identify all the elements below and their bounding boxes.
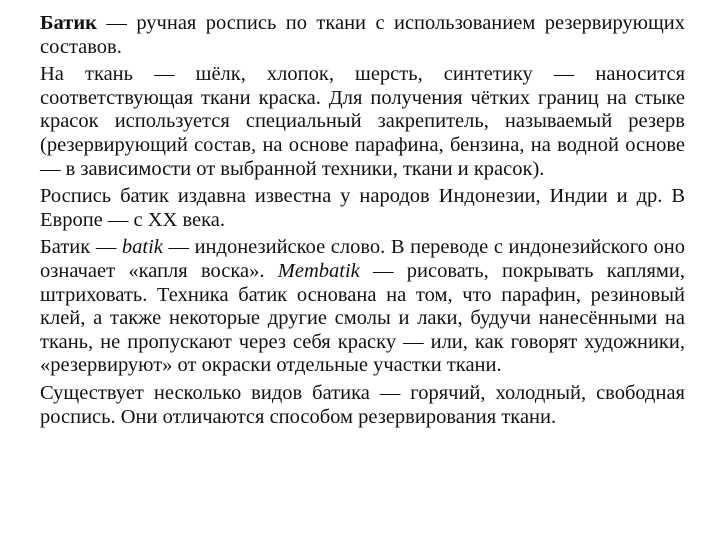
paragraph-technique	[40, 63, 685, 181]
etymology-end: — рисовать, покрывать каплями, штриховать. Техника батик основана на том, что парафин, резиновый клей, а также некоторые другие смолы и лаки, будучи нанесёнными на ткань, не пропускают через себя краску — или, как говорят художники, «резервируют» от окраски отдельные участки ткани.	[40, 259, 685, 377]
history-text: Роспись батик издавна известна у народов Индонезии, Индии и др. В Европе — с XX века.	[40, 185, 685, 231]
word-batik-italic: batik	[121, 236, 163, 259]
technique-text: На ткань — шёлк, хлопок, шерсть, синтетику — наносится соответствующая ткани краска. Для получения чётких границ на стыке красок используется специальный закрепитель, называемый резерв (резервирующий состав, на основе парафина, бензина, на водной основе — в зависимости от выбранной техники, ткани и красок).	[40, 63, 685, 180]
types-text: Существует несколько видов батика — горячий, холодный, свободная роспись. Они отличаются способом резервирования ткани.	[40, 381, 685, 428]
article-text	[40, 12, 685, 429]
etymology-start: Батик —	[40, 236, 122, 259]
paragraph-definition	[40, 12, 685, 59]
paragraph-etymology	[40, 236, 685, 378]
definition-text: — ручная роспись по ткани с использованием резервирующих составов.	[40, 12, 685, 58]
term-batik: Батик	[40, 12, 97, 34]
paragraph-types	[40, 382, 685, 429]
etymology-middle: — индонезийское слово. В переводе с индонезийского оно означает «капля воска».	[40, 236, 685, 282]
word-membatik-italic: Membatik	[277, 259, 360, 282]
paragraph-history	[40, 185, 685, 232]
